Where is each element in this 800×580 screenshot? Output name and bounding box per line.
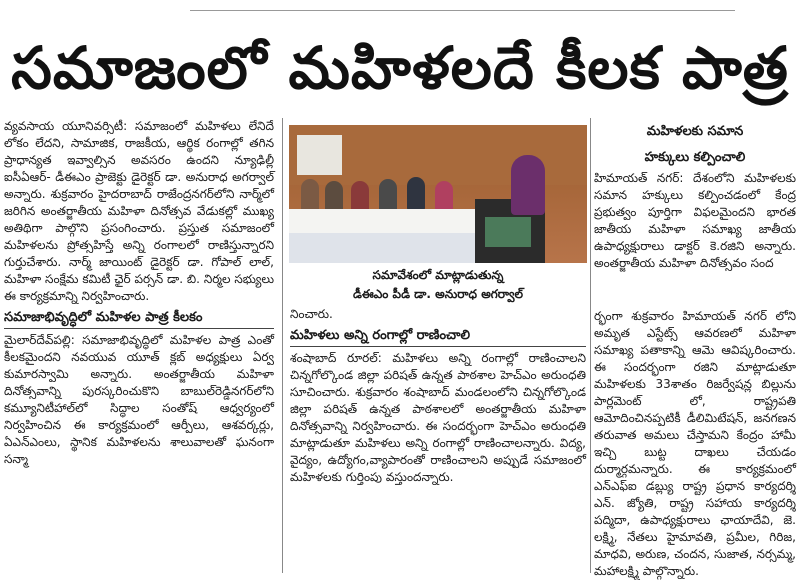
photo-speaker [511, 155, 545, 215]
photo-person [379, 179, 397, 213]
subhead-equal-rights-line-1: మహిళలకు సమాన [646, 124, 744, 139]
article-paragraph-himayatnagar: హిమాయత్‌ నగర్‌: దేశంలోని మహిళలకు సమాన హక్కులు కల్పించడంలో కేంద్ర ప్రభుత్వం పూర్తిగా విఫలమైందని భారత జాతీయ మహిళా సమాఖ్య జాతీయ ఉపాధ్యక్షురాలు డాక్టర్‌ కె.రజిని అన్నారు. అంతర్జాతీయ మహిళా దినోత్సవం సంద [594, 171, 796, 270]
column-right-header [594, 118, 796, 168]
news-photo [289, 125, 587, 263]
subhead-social-development: సమాజాభివృద్ధిలో మహిళల పాత్ర కీలకం [4, 309, 274, 329]
photo-banner [289, 233, 479, 263]
caption-line-1: సమావేశంలో మాట్లాడుతున్న [372, 268, 504, 282]
article-paragraph-mylardevpally: మైలార్‌దేవ్‌పల్లి: సమాజాభివృద్ధిలో మహిళల పాత్ర ఎంతో కీలకమైందని నవయువ యూత్‌ క్లబ్‌ అధ్యక్షులు ఏర్వ కుమారస్వామి అన్నారు. అంతర్జాతీయ మహిళా దినోత్సవాన్ని పురస్కరించుకొని బాబుల్‌రెడ్డినగర్‌లోని కమ్యూనిటీహాల్‌లో సిద్ధాల సంతోష్‌ ఆధ్వర్యంలో నిర్వహించిన ఈ కార్యక్రమంలో ఆర్పీలు, ఆశవర్కర్లు, ఏఎన్‌ఎంలు, స్థానిక మహిళలను శాలువాలతో ఘనంగా సన్మా [4, 333, 274, 466]
column-divider-left [282, 118, 283, 573]
continuation-text: నించారు. [290, 307, 333, 321]
caption-line-2: డీఈఎం పీడీ డా. అనురాధ అగర్వాల్‌ [352, 287, 524, 301]
column-right-bottom [594, 308, 796, 580]
column-left [4, 118, 274, 468]
column-divider-right [590, 118, 591, 573]
photo-podium-screen [485, 217, 531, 247]
photo-caption [289, 266, 587, 306]
article-paragraph-himayatnagar-cont: ర్భంగా శుక్రవారం హిమాయత్‌ నగర్‌ లోని అమృత ఎస్టేట్స్‌ ఆవరణలో మహిళా సమాఖ్య పతాకాన్ని ఆమె ఆవిష్కరించారు. ఈ సందర్భంగా రజిని మాట్లాడుతూ మహిళలకు 33శాతం రిజర్వేషన్ల బిల్లును పార్లమెంట్‌ లో, రాష్ట్రపతి ఆమోదించినప్పటికీ డీలిమిటేషన్‌, జనగణన తరువాత అమలు చేస్తామని కేంద్రం హామీ ఇచ్చి బుట్ట దాఖలు చేయడం దుర్మార్గమన్నారు. ఈ కార్యక్రమంలో ఎన్‌ఎఫ్‌ఐ డబ్ల్యు రాష్ట్ర ప్రధాన కార్యదర్శి ఎన్‌. జ్యోతి, రాష్ట్ర సహాయ కార్యదర్శి పద్మిదా, ఉపాధ్యక్షురాలు ఛాయాదేవి, జె. లక్ష్మి, నేతలు హైమావతి, ప్రమీల, గిరిజ, మాధవి, అరుణ, చందన, సుజాత, నర్సమ్మ, మహాలక్ష్మి పాల్గొన్నారు. [594, 309, 796, 578]
column-right-top [594, 170, 796, 272]
article-paragraph-agri-university: వ్యవసాయ యూనివర్సిటీ: సమాజంలో మహిళలు లేనిదే లోకం లేదని, సామాజిక, రాజకీయ, ఆర్థిక రంగాల్లో తగిన ప్రాధాన్యత ఇవ్వాల్సిన అవసరం ఉందని న్యూఢిల్లీ ఐసీఏఆర్‌- డీఈఎం ప్రాజెక్టు డైరెక్టర్‌ డా. అనురాధ అగర్వాల్‌ అన్నారు. శుక్రవారం హైదరాబాద్‌ రాజేంద్రనగర్‌లోని నార్మ్‌లో జరిగిన అంతర్జాతీయ మహిళా దినోత్సవ వేడుకల్లో ముఖ్య అతిథిగా పాల్గొని ప్రసంగించారు. ప్రస్తుత సమాజంలో మహిళలను ప్రోత్సహిస్తే అన్ని రంగాలలో రాణిస్తున్నారని గుర్తుచేశారు. నార్మ్‌ జాయింట్‌ డైరెక్టర్‌ డా. గోపాల్‌ లాల్‌, మహిళా సంక్షేమ కమిటీ ఛైర్‌ పర్సన్‌ డా. బి. నిర్మల సభ్యులు ఈ కార్యక్రమాన్ని నిర్వహించారు. [4, 119, 274, 303]
column-middle [290, 306, 586, 486]
photo-person [301, 179, 319, 213]
subhead-women-excel: మహిళలు అన్ని రంగాల్లో రాణించాలి [290, 327, 586, 347]
article-paragraph-shamshabad: శంషాబాద్‌ రూరల్‌: మహిళలు అన్ని రంగాల్లో రాణించాలని చిన్నగోల్కొండ జిల్లా పరిషత్‌ ఉన్నత పాఠశాల హెచ్‌ఎం అరుంధతి సూచించారు. శుక్రవారం శంషాబాద్‌ మండలంలోని చిన్నగోల్కొండ జిల్లా పరిషత్‌ ఉన్నత పాఠశాలలో అంతర్జాతీయ మహిళా దినోత్సవాన్ని నిర్వహించారు. ఈ సందర్భంగా హెచ్‌ఎం అరుంధతి మాట్లాడుతూ మహిళలు అన్ని రంగాల్లో రాణించాలన్నారు. విద్య, వైద్యం, ఉద్యోగం,వ్యాపారంతో రాణించాలని అప్పుడే సమాజంలో మహిళలకు గుర్తింపు వస్తుందన్నారు. [290, 351, 586, 484]
subhead-equal-rights-line-2: హక్కులు కల్పించాలి [644, 150, 746, 165]
top-rule [190, 10, 735, 11]
headline: సమాజంలో మహిళలదే కీలక పాత్ర [11, 34, 789, 102]
photo-projector-screen [297, 135, 342, 175]
photo-person [407, 177, 425, 211]
